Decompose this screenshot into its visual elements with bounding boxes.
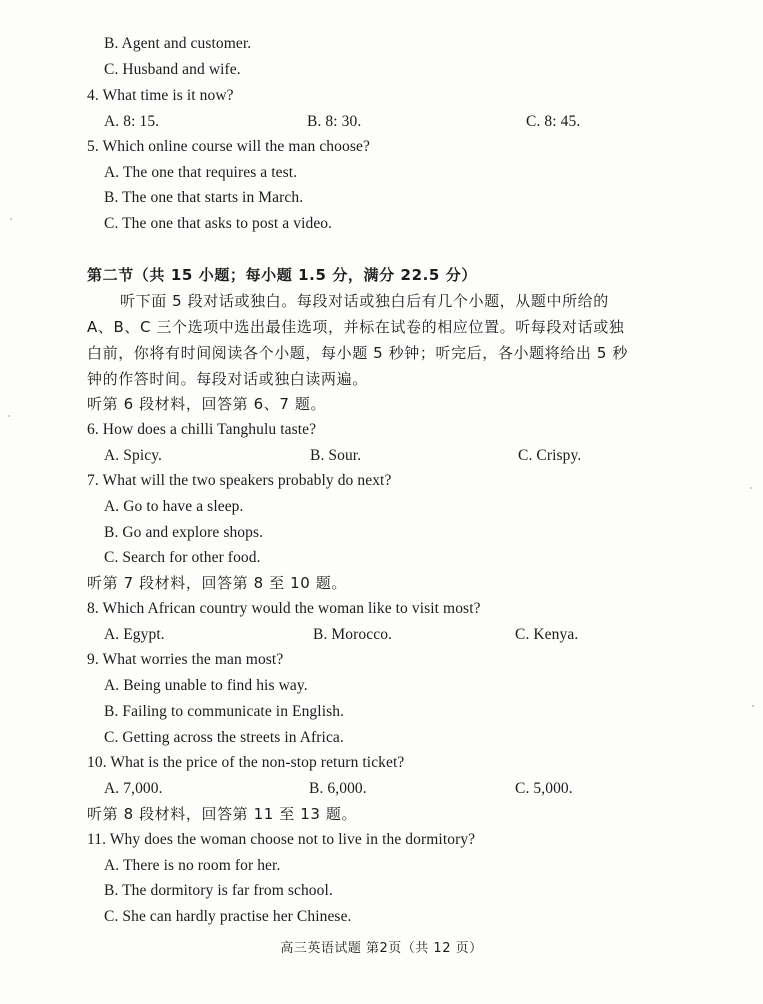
q8-option-a: A. Egypt. — [104, 626, 165, 643]
q4-option-c: C. 8: 45. — [526, 113, 581, 130]
page-footer: 高三英语试题 第2页（共 12 页） — [280, 941, 483, 956]
q7-option-b: B. Go and explore shops. — [104, 524, 264, 541]
q5-option-b: B. The one that starts in March. — [104, 189, 304, 206]
q6-option-a: A. Spicy. — [104, 447, 163, 464]
section2-instruction-3: 白前，你将有时间阅读各个小题，每小题 5 秒钟；听完后，各小题将给出 5 秒 — [87, 344, 628, 362]
q4-stem: 4. What time is it now? — [87, 87, 234, 104]
q6-option-b: B. Sour. — [310, 447, 362, 464]
q8-stem: 8. Which African country would the woman like to visit most? — [87, 600, 481, 617]
material-7-label: 听第 7 段材料，回答第 8 至 10 题。 — [87, 574, 347, 592]
section2-instruction-1: 听下面 5 段对话或独白。每段对话或独白后有几个小题，从题中所给的 — [120, 292, 609, 310]
q6-option-c: C. Crispy. — [518, 447, 582, 464]
q10-option-a: A. 7,000. — [104, 780, 163, 797]
q7-option-c: C. Search for other food. — [104, 549, 261, 566]
section2-instruction-4: 钟的作答时间。每段对话或独白读两遍。 — [87, 370, 368, 388]
q9-option-c: C. Getting across the streets in Africa. — [104, 729, 344, 746]
q7-stem: 7. What will the two speakers probably do next? — [87, 472, 392, 489]
q5-option-a: A. The one that requires a test. — [104, 164, 298, 181]
q5-stem: 5. Which online course will the man choose? — [87, 138, 370, 155]
q8-option-b: B. Morocco. — [313, 626, 393, 643]
q9-option-a: A. Being unable to find his way. — [104, 677, 308, 694]
q11-option-b: B. The dormitory is far from school. — [104, 882, 333, 899]
scan-speck — [10, 218, 12, 220]
scan-speck — [752, 705, 754, 707]
q3-option-c: C. Husband and wife. — [104, 61, 241, 78]
q4-option-b: B. 8: 30. — [307, 113, 362, 130]
q9-option-b: B. Failing to communicate in English. — [104, 703, 345, 720]
q10-option-b: B. 6,000. — [309, 780, 367, 797]
material-8-label: 听第 8 段材料，回答第 11 至 13 题。 — [87, 805, 358, 823]
q6-stem: 6. How does a chilli Tanghulu taste? — [87, 421, 317, 438]
q11-option-a: A. There is no room for her. — [104, 857, 281, 874]
scan-speck — [750, 487, 752, 489]
q4-option-a: A. 8: 15. — [104, 113, 160, 130]
q10-option-c: C. 5,000. — [515, 780, 573, 797]
q10-stem: 10. What is the price of the non-stop return ticket? — [87, 754, 405, 771]
section2-instruction-2: A、B、C 三个选项中选出最佳选项，并标在试卷的相应位置。听每段对话或独 — [87, 318, 625, 336]
scan-speck — [8, 415, 10, 417]
q8-option-c: C. Kenya. — [515, 626, 579, 643]
q7-option-a: A. Go to have a sleep. — [104, 498, 244, 515]
q3-option-b: B. Agent and customer. — [104, 35, 252, 52]
q11-stem: 11. Why does the woman choose not to live in the dormitory? — [87, 831, 476, 848]
q9-stem: 9. What worries the man most? — [87, 651, 284, 668]
q5-option-c: C. The one that asks to post a video. — [104, 215, 333, 232]
section2-heading — [87, 265, 477, 285]
q11-option-c: C. She can hardly practise her Chinese. — [104, 908, 352, 925]
material-6-label: 听第 6 段材料，回答第 6、7 题。 — [87, 395, 327, 413]
section2-heading-text: 第二节（共 15 小题；每小题 1.5 分，满分 22.5 分） — [87, 266, 477, 284]
